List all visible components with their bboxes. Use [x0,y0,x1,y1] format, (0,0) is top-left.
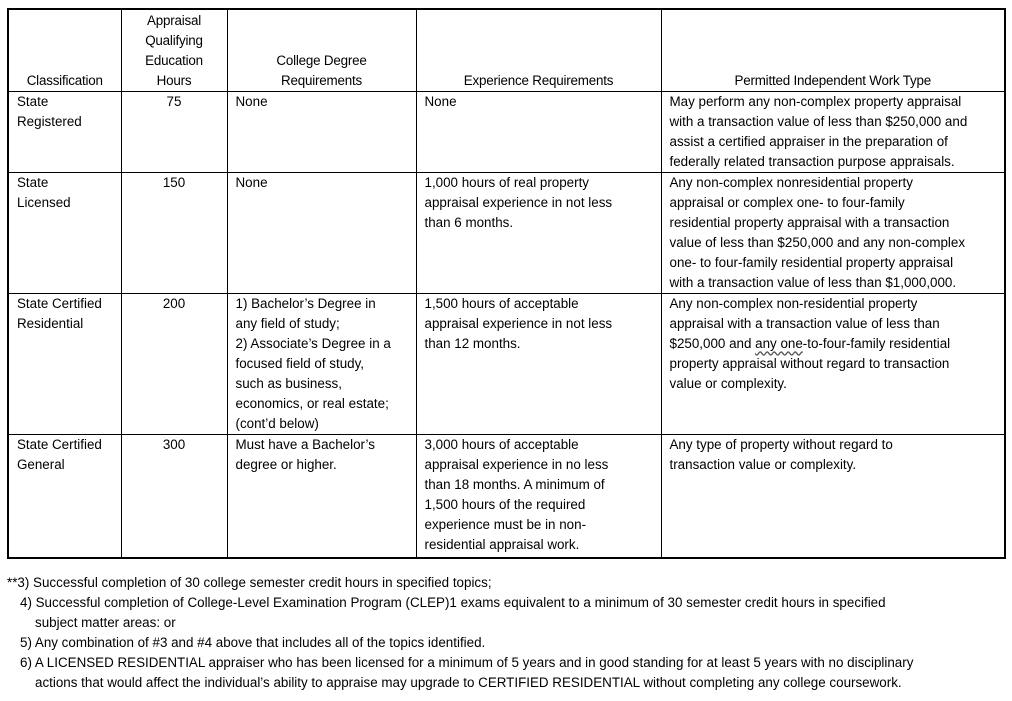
table-row [8,293,1005,434]
header-classification: Classification [8,9,121,91]
footnotes [7,573,1007,693]
footnote-3: **3) Successful completion of 30 college semester credit hours in specified topics; [7,575,492,590]
cell-degree: 1) Bachelor’s Degree in any field of study; 2) Associate’s Degree in a focused field of study, such as business, economics, or real estate; (cont’d below) [227,293,416,434]
table-row [8,172,1005,293]
cell-degree: Must have a Bachelor’s degree or higher. [227,434,416,558]
header-experience: Experience Requirements [416,9,661,91]
cell-hours: 150 [121,172,227,293]
appraiser-classification-table [7,8,1006,559]
cell-classification: State Certified General [8,434,121,558]
cell-experience: None [416,91,661,172]
footnote-5: 5) Any combination of #3 and #4 above that includes all of the topics identified. [20,635,486,650]
cell-work: Any non-complex nonresidential property appraisal or complex one- to four-family residential property appraisal with a transaction value of less than $250,000 and any non-complex one- to four-family residential property appraisal with a transaction value of less than $1,000,000. [661,172,1005,293]
cell-hours: 300 [121,434,227,558]
cell-experience: 1,500 hours of acceptable appraisal experience in not less than 12 months. [416,293,661,434]
cell-degree: None [227,91,416,172]
spellcheck-underlined-text: any one [755,335,803,351]
cell-hours: 75 [121,91,227,172]
footnote-4: 4) Successful completion of College-Level Examination Program (CLEP)1 exams equivalent to a minimum of 30 semester credit hours in specified [20,595,886,610]
table-row [8,91,1005,172]
cell-work: May perform any non-complex property appraisal with a transaction value of less than $250,000 and assist a certified appraiser in the preparation of federally related transaction purpose appraisals. [661,91,1005,172]
cell-hours: 200 [121,293,227,434]
footnote-4-continued: subject matter areas: or [35,615,176,630]
cell-experience: 3,000 hours of acceptable appraisal experience in no less than 18 months. A minimum of 1,500 hours of the required experience must be in non- residential appraisal work. [416,434,661,558]
cell-experience: 1,000 hours of real property appraisal experience in not less than 6 months. [416,172,661,293]
header-work: Permitted Independent Work Type [661,9,1005,91]
footnote-6-continued: actions that would affect the individual’s ability to appraise may upgrade to CERTIFIED RESIDENTIAL without completing any college coursework. [35,675,902,690]
cell-degree: None [227,172,416,293]
header-degree: College Degree Requirements [227,9,416,91]
cell-classification: State Licensed [8,172,121,293]
cell-work: Any type of property without regard to transaction value or complexity. [661,434,1005,558]
cell-work: Any non-complex non-residential property appraisal with a transaction value of less than $250,000 and any one-to-four-family residential property appraisal without regard to transaction value or complexity. [661,293,1005,434]
footnote-6: 6) A LICENSED RESIDENTIAL appraiser who has been licensed for a minimum of 5 years and in good standing for at least 5 years with no disciplinary [20,655,914,670]
cell-classification: State Registered [8,91,121,172]
table-row [8,434,1005,558]
header-hours: Appraisal Qualifying Education Hours [121,9,227,91]
table-header-row [8,9,1005,91]
cell-classification: State Certified Residential [8,293,121,434]
